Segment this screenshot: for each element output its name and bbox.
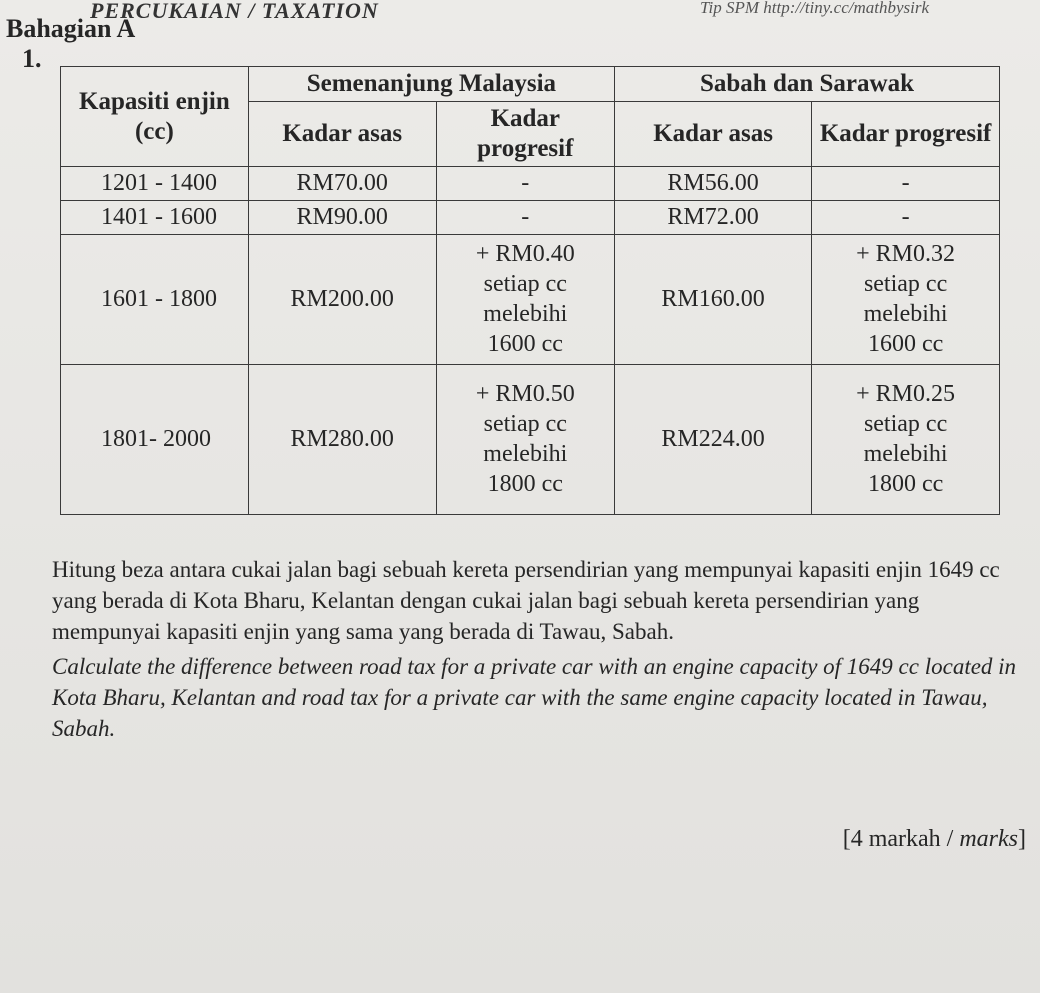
header-pm-progressive: Kadar progresif [436, 102, 614, 167]
section-title: Bahagian A [6, 14, 136, 43]
ss-progressive-cell: + RM0.25 setiap cc melebihi 1800 cc [812, 364, 1000, 514]
marks-label: [4 markah / marks] [842, 826, 1026, 852]
pm-progressive-cell: + RM0.40 setiap cc melebihi 1600 cc [436, 234, 614, 364]
pm-progressive-cell: - [436, 200, 614, 234]
table-row [61, 234, 1000, 364]
question-malay: Hitung beza antara cukai jalan bagi sebuah kereta persendirian yang mempunyai kapasiti enjin 1649 cc yang berada di Kota Bharu, Kelantan dengan cukai jalan bagi sebuah kereta persendirian yang mempunyai kapasiti enjin yang sama yang berada di Tawau, Sabah. [52, 557, 1000, 644]
table-row [61, 200, 1000, 234]
ss-progressive-cell: - [812, 167, 1000, 201]
header-ss-base: Kadar asas [615, 102, 812, 167]
header-url: Tip SPM http://tiny.cc/mathbysirk [700, 0, 930, 17]
pm-progressive-cell: - [436, 167, 614, 201]
question-english: Calculate the difference between road tax for a private car with an engine capacity of 1649 cc located in Kota Bharu, Kelantan and road tax for a private car with the same engine capacity located in Tawau, Sabah. [52, 654, 1017, 741]
table-row [61, 167, 1000, 201]
header-ss-progressive: Kadar progresif [812, 102, 1000, 167]
ss-progressive-cell: + RM0.32 setiap cc melebihi 1600 cc [812, 234, 1000, 364]
capacity-cell: 1401 - 1600 [61, 200, 249, 234]
pm-base-cell: RM200.00 [248, 234, 436, 364]
ss-base-cell: RM224.00 [615, 364, 812, 514]
ss-base-cell: RM56.00 [615, 167, 812, 201]
ss-base-cell: RM160.00 [615, 234, 812, 364]
ss-base-cell: RM72.00 [615, 200, 812, 234]
ss-progressive-cell: - [812, 200, 1000, 234]
capacity-cell: 1601 - 1800 [61, 234, 249, 364]
pm-base-cell: RM70.00 [248, 167, 436, 201]
pm-base-cell: RM90.00 [248, 200, 436, 234]
header-sabah-sarawak: Sabah dan Sarawak [615, 67, 1000, 102]
road-tax-table [60, 66, 1000, 515]
capacity-cell: 1201 - 1400 [61, 167, 249, 201]
question-text [52, 554, 1027, 744]
header-peninsular: Semenanjung Malaysia [248, 67, 614, 102]
header-pm-base: Kadar asas [248, 102, 436, 167]
question-number: 1. [22, 44, 42, 73]
pm-progressive-cell: + RM0.50 setiap cc melebihi 1800 cc [436, 364, 614, 514]
chapter-header: PERCUKAIAN / TAXATION [90, 0, 379, 23]
pm-base-cell: RM280.00 [248, 364, 436, 514]
header-capacity: Kapasiti enjin (cc) [61, 67, 249, 167]
table-row [61, 364, 1000, 514]
capacity-cell: 1801- 2000 [61, 364, 249, 514]
